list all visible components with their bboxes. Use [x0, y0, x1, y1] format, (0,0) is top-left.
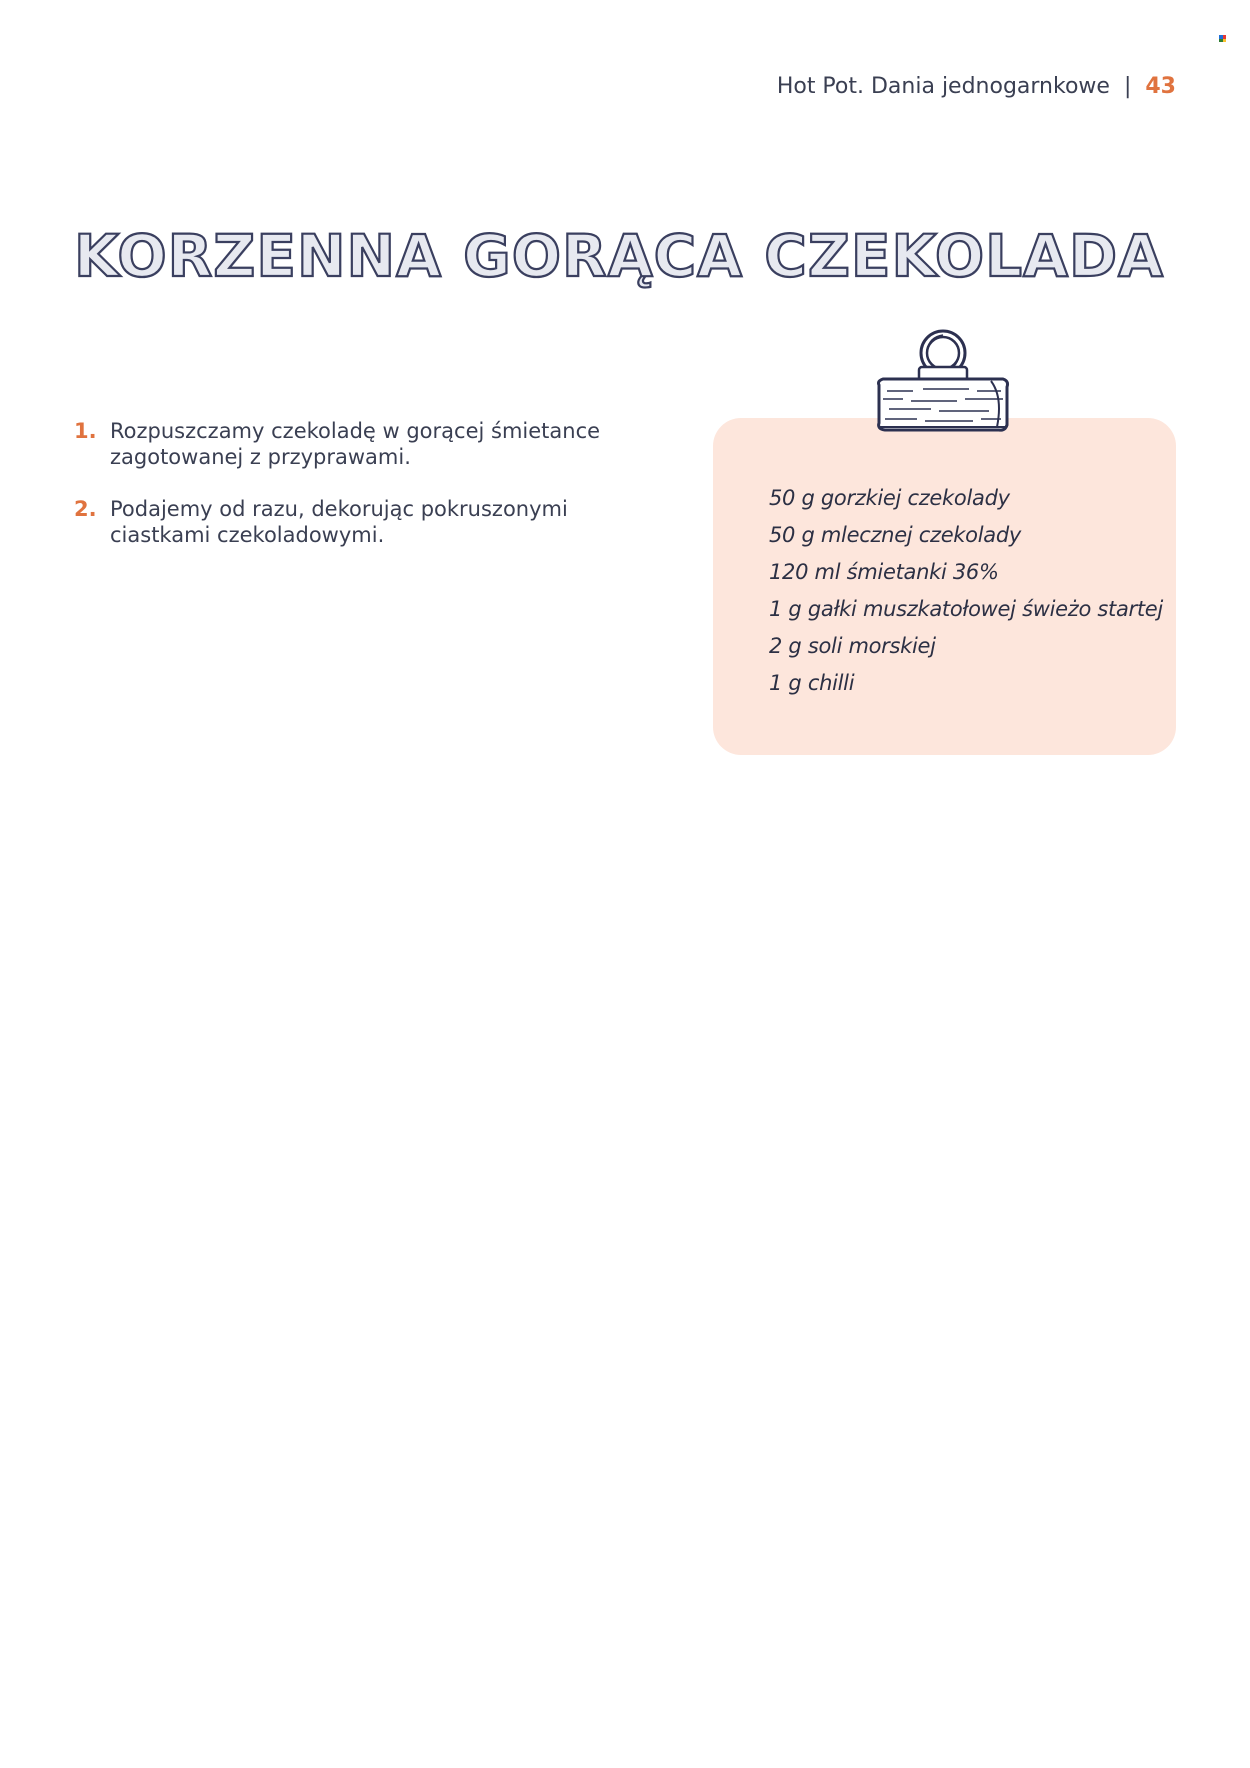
- step-item: [74, 418, 634, 470]
- ingredient-item: 50 g gorzkiej czekolady: [769, 486, 1010, 510]
- running-header: [777, 74, 1176, 99]
- ingredient-item: 120 ml śmietanki 36%: [769, 560, 999, 584]
- ingredient-item: 50 g mlecznej czekolady: [769, 523, 1021, 547]
- corner-color-mark: [1219, 35, 1226, 42]
- ingredient-item: 1 g gałki muszkatołowej świeżo startej: [769, 597, 1163, 621]
- step-text: Rozpuszczamy czekoladę w gorącej śmietance zagotowanej z przyprawami.: [110, 419, 601, 469]
- book-title: Hot Pot. Dania jednogarnkowe: [776, 74, 1110, 99]
- page-number: 43: [1145, 74, 1176, 99]
- step-number: 1.: [74, 419, 97, 443]
- ingredient-item: 1 g chilli: [769, 671, 855, 695]
- step-item: [74, 496, 634, 548]
- binder-clip-icon: [873, 327, 1013, 432]
- ingredient-item: 2 g soli morskiej: [769, 634, 936, 658]
- header-separator: |: [1123, 74, 1132, 99]
- ingredients-list: [769, 480, 1163, 702]
- step-text: Podajemy od razu, dekorując pokruszonymi ciastkami czekoladowymi.: [110, 497, 568, 547]
- step-number: 2.: [74, 497, 97, 521]
- preparation-steps: [74, 418, 634, 574]
- recipe-title: KORZENNA GORĄCA CZEKOLADA: [74, 222, 1165, 290]
